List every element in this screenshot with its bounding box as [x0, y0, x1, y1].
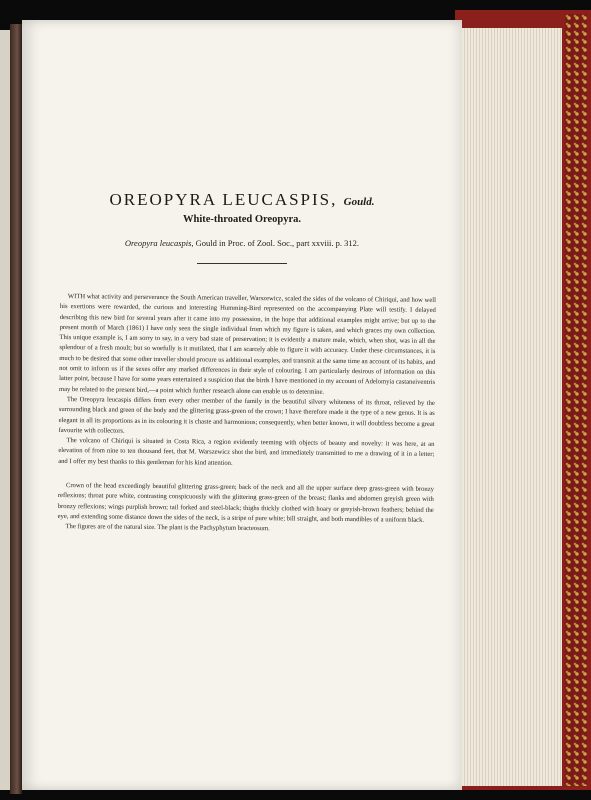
- citation: [22, 238, 462, 248]
- title-author: Gould.: [343, 196, 375, 208]
- paragraph: WITH what activity and perseverance the South American traveller, Warszewicz, scaled the sides of the volcano of Chiriqui, and how well his exertions were rewarded, the curious and interesting Humming-Bird represented on the accompanying Plate will testify. I delayed describing this new bird for several years after it came into my possession, in the hope that additional examples might arrive; but up to the present month of March (1861) I have only seen the single individual from which my figure is taken, and which graces my own collection. This unique example is, I am sorry to say, in a very bad state of preservation; it is evidently a mature male, which, when shot, was in all the splendour of a fresh moult; but so woefully is it mutilated, that I am scarcely able to figure it with accuracy. Under these circumstances, it is much to be desired that some other traveller should procure us additional examples, and transmit at the same time an account of its habits, and not omit to inform us if the sexes offer any marked differences in their style of colouring. I am particularly desirous of information on this latter point, because I have for some years entertained a suspicion that the birds I have mentioned in my account of Adelomyia castaneiventris may be related to the present bird,—a point which further research alone can enable us to determine.: [58, 293, 436, 396]
- description-paragraph: Crown of the head exceedingly beautiful glittering grass-green; back of the neck and all the upper surface deep grass-green with bronzy reflexions; throat pure white, contrasting conspicuously with the glittering grass-green of the breast; flanks and abdomen greyish green with bronzy reflexions; wings purplish brown; tail forked and steel-black; thighs thickly clothed with hoary or greyish-brown feathers; behind the eye, and extending some distance down the sides of the neck, is a stripe of pure white; bill straight, and both mandibles of a uniform black.: [57, 482, 434, 524]
- paragraph: The Oreopyra leucaspis differs from every other member of the family in the beautiful silvery whiteness of its throat, relieved by the surrounding black and green of the body and the glittering grass-green of the crown; I have therefore made it the type of a new genus. It is as elegant in all its proportions as in its colouring it is chaste and harmonious; consequently, when better known, it will doubtless become a great favourite with collectors.: [58, 396, 435, 435]
- body-text: [57, 292, 435, 536]
- citation-text: Gould in Proc. of Zool. Soc., part xxviii. p. 312.: [195, 238, 360, 248]
- divider-rule: [197, 263, 287, 264]
- citation-species: Oreopyra leucaspis,: [124, 238, 194, 248]
- species-title: OREOPYRA LEUCASPIS,: [109, 190, 338, 209]
- facing-page-sliver: [0, 30, 10, 790]
- page-title: [22, 190, 462, 210]
- left-page-edge: [10, 24, 22, 794]
- common-name: White-throated Oreopyra.: [182, 214, 301, 225]
- cover-ornament: [565, 14, 587, 786]
- page-stack-edges: [455, 28, 562, 786]
- paragraph: The figures are of the natural size. The plant is the Pachyphytum bracteosum.: [65, 523, 270, 533]
- paragraph: The volcano of Chiriqui is situated in Costa Rica, a region evidently teeming with objects of beauty and novelty: it was here, at an elevation of from nine to ten thousand feet, that M. Warszewicz shot the bird, and immediately transmitted to me a drawing of it in a letter; and I offer my best thanks to this gentleman for his kind attention.: [58, 437, 435, 467]
- book-page: [22, 20, 462, 790]
